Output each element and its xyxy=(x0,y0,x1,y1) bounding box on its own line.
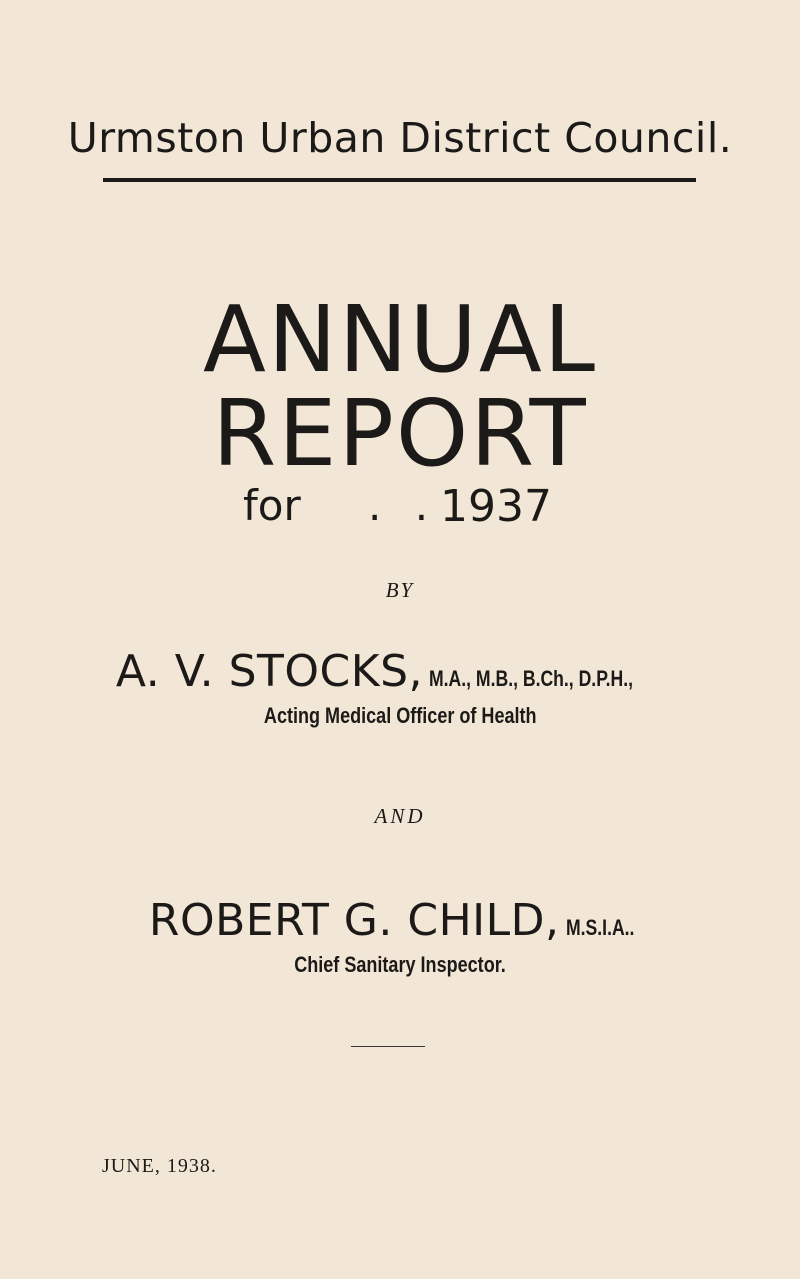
author1-role-line xyxy=(0,705,800,727)
title-report: REPORT xyxy=(212,380,588,487)
for-word: for xyxy=(243,481,301,530)
council-name: Urmston Urban District Council. xyxy=(67,114,733,162)
leader-dots: . . xyxy=(368,481,439,530)
author2-qualifications: M.S.I.A.. xyxy=(565,915,634,940)
author1-role: Acting Medical Officer of Health xyxy=(263,703,537,728)
author2-role: Chief Sanitary Inspector. xyxy=(294,952,506,977)
author2-name: ROBERT G. CHILD, xyxy=(148,895,560,946)
title-rule xyxy=(103,178,696,182)
author2-role-line xyxy=(0,954,800,976)
and-label: AND xyxy=(374,804,426,828)
by-label: BY xyxy=(385,578,415,602)
author1-line xyxy=(0,646,800,697)
title-annual: ANNUAL xyxy=(202,286,598,393)
author2-line xyxy=(0,895,800,946)
divider-rule xyxy=(351,1046,425,1047)
author1-name: A. V. STOCKS, xyxy=(115,646,424,697)
author1-qualifications: M.A., M.B., B.Ch., D.P.H., xyxy=(429,666,634,691)
publication-date: JUNE, 1938. xyxy=(102,1155,217,1177)
for-year-line xyxy=(0,481,800,545)
report-year: 1937 xyxy=(440,481,552,532)
